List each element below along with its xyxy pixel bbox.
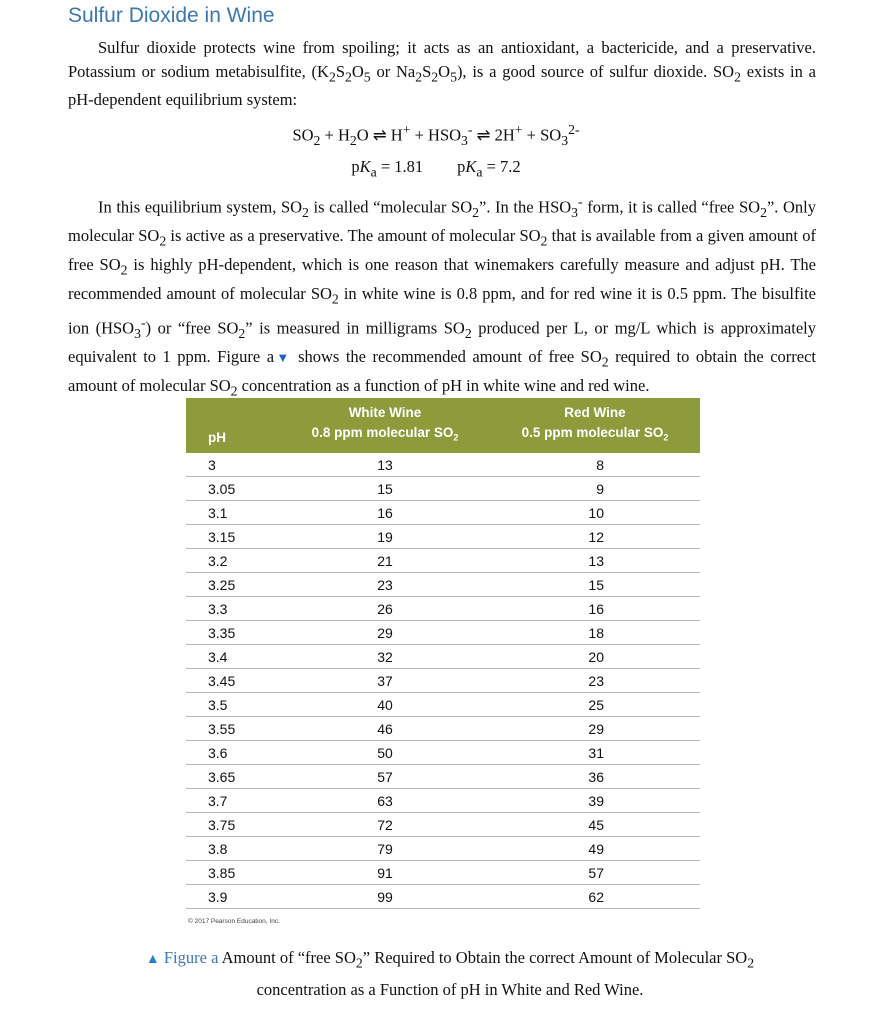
ph-cell: 3.35 bbox=[186, 621, 280, 645]
table-row bbox=[186, 549, 700, 573]
table-row bbox=[186, 717, 700, 741]
table-row bbox=[186, 621, 700, 645]
white-wine-cell: 46 bbox=[280, 717, 490, 741]
table-row bbox=[186, 765, 700, 789]
red-wine-cell: 8 bbox=[490, 453, 700, 477]
intro-paragraph: Sulfur dioxide protects wine from spoiling; it acts as an antioxidant, a bactericide, and a preservative. Potassium or sodium metabisulfite, ($K_2S_2O_5$ or $Na_2S_2O_5$), is a good source of sulfur dioxide. $SO_2$ exists in a pH-dependent equilibrium system: bbox=[68, 38, 816, 110]
white-wine-cell: 15 bbox=[280, 477, 490, 501]
red-wine-cell: 57 bbox=[490, 861, 700, 885]
ph-cell: 3 bbox=[186, 453, 280, 477]
red-wine-cell: 15 bbox=[490, 573, 700, 597]
table-row bbox=[186, 693, 700, 717]
ph-cell: 3.45 bbox=[186, 669, 280, 693]
table-row bbox=[186, 741, 700, 765]
ph-cell: 3.85 bbox=[186, 861, 280, 885]
table-row bbox=[186, 501, 700, 525]
red-wine-cell: 9 bbox=[490, 477, 700, 501]
red-wine-cell: 20 bbox=[490, 645, 700, 669]
red-wine-cell: 62 bbox=[490, 885, 700, 909]
red-wine-cell: 25 bbox=[490, 693, 700, 717]
table-row bbox=[186, 525, 700, 549]
equilibrium-equation: $SO_2 + H_2O$ ⇌ $H^+ + HSO_3^-$ ⇌ $2H^+ + SO_3^{2-}$ bbox=[292, 122, 580, 148]
ph-cell: 3.65 bbox=[186, 765, 280, 789]
white-wine-cell: 63 bbox=[280, 789, 490, 813]
red-wine-cell: 12 bbox=[490, 525, 700, 549]
ph-cell: 3.7 bbox=[186, 789, 280, 813]
red-wine-cell: 39 bbox=[490, 789, 700, 813]
white-wine-cell: 57 bbox=[280, 765, 490, 789]
table-row bbox=[186, 597, 700, 621]
table-row bbox=[186, 645, 700, 669]
table-row bbox=[186, 789, 700, 813]
ph-cell: 3.1 bbox=[186, 501, 280, 525]
table-row bbox=[186, 861, 700, 885]
header-white-wine: White Wine 0.8 ppm molecular $SO_2$ bbox=[280, 398, 490, 453]
white-wine-cell: 79 bbox=[280, 837, 490, 861]
ph-cell: 3.3 bbox=[186, 597, 280, 621]
white-wine-cell: 91 bbox=[280, 861, 490, 885]
triangle-down-icon: ▼ bbox=[274, 349, 292, 365]
white-wine-cell: 19 bbox=[280, 525, 490, 549]
table-row bbox=[186, 837, 700, 861]
red-wine-cell: 29 bbox=[490, 717, 700, 741]
ph-cell: 3.4 bbox=[186, 645, 280, 669]
ph-cell: 3.05 bbox=[186, 477, 280, 501]
white-wine-cell: 40 bbox=[280, 693, 490, 717]
white-wine-cell: 21 bbox=[280, 549, 490, 573]
copyright-notice: © 2017 Pearson Education, Inc. bbox=[188, 918, 280, 925]
red-wine-cell: 18 bbox=[490, 621, 700, 645]
white-wine-cell: 13 bbox=[280, 453, 490, 477]
ph-cell: 3.75 bbox=[186, 813, 280, 837]
figure-caption: ▲ Figure a Amount of “free $SO_2$” Required to Obtain the correct Amount of Molecular $SO_2$ concentration as a Function of pH in White and Red Wine. bbox=[145, 948, 755, 1000]
table-row bbox=[186, 813, 700, 837]
ph-cell: 3.8 bbox=[186, 837, 280, 861]
free-so2-table bbox=[186, 398, 700, 909]
red-wine-cell: 45 bbox=[490, 813, 700, 837]
white-wine-cell: 37 bbox=[280, 669, 490, 693]
white-wine-cell: 29 bbox=[280, 621, 490, 645]
white-wine-cell: 72 bbox=[280, 813, 490, 837]
pka-values: $pK_a = 1.81$ $pK_a = 7.2$ bbox=[351, 157, 521, 180]
white-wine-cell: 26 bbox=[280, 597, 490, 621]
red-wine-cell: 36 bbox=[490, 765, 700, 789]
ph-cell: 3.25 bbox=[186, 573, 280, 597]
ph-cell: 3.2 bbox=[186, 549, 280, 573]
white-wine-cell: 16 bbox=[280, 501, 490, 525]
header-ph: pH bbox=[186, 398, 280, 453]
red-wine-cell: 23 bbox=[490, 669, 700, 693]
triangle-up-icon: ▲ bbox=[145, 952, 160, 967]
red-wine-cell: 49 bbox=[490, 837, 700, 861]
red-wine-cell: 10 bbox=[490, 501, 700, 525]
ph-cell: 3.55 bbox=[186, 717, 280, 741]
ph-cell: 3.5 bbox=[186, 693, 280, 717]
ph-cell: 3.15 bbox=[186, 525, 280, 549]
white-wine-cell: 99 bbox=[280, 885, 490, 909]
red-wine-cell: 16 bbox=[490, 597, 700, 621]
header-red-wine: Red Wine 0.5 ppm molecular $SO_2$ bbox=[490, 398, 700, 453]
red-wine-cell: 13 bbox=[490, 549, 700, 573]
ph-cell: 3.6 bbox=[186, 741, 280, 765]
table-row bbox=[186, 885, 700, 909]
white-wine-cell: 23 bbox=[280, 573, 490, 597]
explanation-paragraph: In this equilibrium system, $SO_2$ is called “molecular $SO_2$”. In the $HSO_3^-$ form, it is called “free $SO_2$”. Only molecular $SO_2$ is active as a preservative. The amount of molecular $SO_2$ that is available from a given amount of free $SO_2$ is highly pH-dependent, which is one reason that winemakers carefully measure and adjust pH. The recommended amount of molecular $SO_2$ in white wine is 0.8 ppm, and for red wine it is 0.5 ppm. The bisulfite ion $(HSO_3^-)$ or “free $SO_2$” is measured in milligrams $SO_2$ produced per L, or mg/L which is approximately equivalent to 1 ppm. Figure a▼ shows the recommended amount of free $SO_2$ required to obtain the correct amount of molecular $SO_2$ concentration as a function of pH in white wine and red wine. bbox=[68, 194, 817, 399]
white-wine-cell: 50 bbox=[280, 741, 490, 765]
red-wine-cell: 31 bbox=[490, 741, 700, 765]
page-title: Sulfur Dioxide in Wine bbox=[68, 4, 275, 27]
table-row bbox=[186, 573, 700, 597]
white-wine-cell: 32 bbox=[280, 645, 490, 669]
table-row bbox=[186, 453, 700, 477]
table-row bbox=[186, 477, 700, 501]
table-row bbox=[186, 669, 700, 693]
ph-cell: 3.9 bbox=[186, 885, 280, 909]
